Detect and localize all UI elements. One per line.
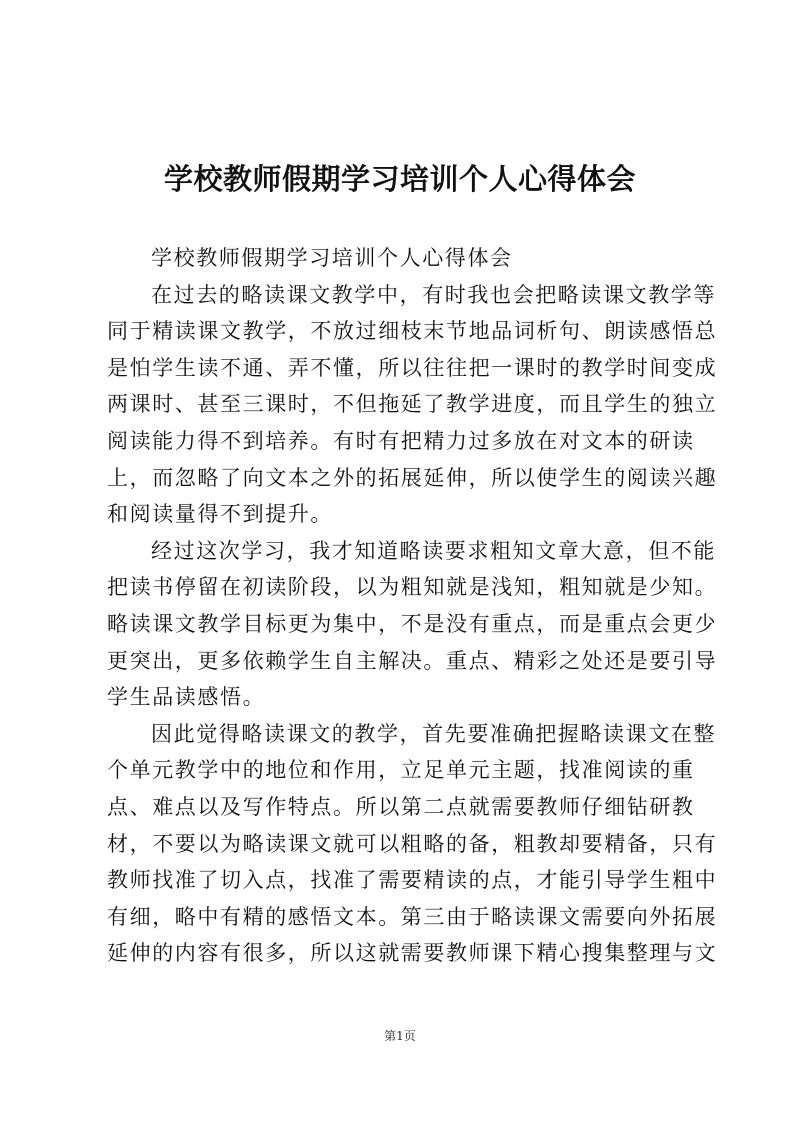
paragraph-line: 经过这次学习，我才知道略读要求粗知文章大意，但不能	[151, 538, 716, 563]
paragraph-line: 有细，略中有精的感悟文本。第三由于略读课文需要向外拓展	[107, 904, 718, 929]
paragraph-line: 点、难点以及写作特点。所以第二点就需要教师仔细钻研教	[107, 794, 695, 819]
paragraph-line: 个单元教学中的地位和作用，立足单元主题，找准阅读的重	[107, 758, 695, 783]
paragraph-line: 和阅读量得不到提升。	[107, 502, 333, 527]
document-title: 学校教师假期学习培训个人心得体会	[163, 162, 636, 196]
page-number: 第1页	[384, 1029, 416, 1043]
paragraph-line: 阅读能力得不到培养。有时有把精力过多放在对文本的研读	[107, 428, 695, 453]
paragraph-line: 把读书停留在初读阶段，以为粗知就是浅知，粗知就是少知。	[107, 575, 718, 600]
paragraph-line: 在过去的略读课文教学中，有时我也会把略读课文教学等	[151, 282, 716, 307]
paragraph-line: 是怕学生读不通、弄不懂，所以往往把一课时的教学时间变成	[107, 355, 718, 380]
paragraph-line: 学校教师假期学习培训个人心得体会	[151, 246, 513, 270]
paragraph-line: 略读课文教学目标更为集中，不是没有重点，而是重点会更少	[107, 611, 718, 636]
paragraph-line: 材，不要以为略读课文就可以粗略的备，粗教却要精备，只有	[107, 831, 718, 856]
paragraph-line: 上，而忽略了向文本之外的拓展延伸，所以使学生的阅读兴趣	[107, 465, 718, 490]
paragraph-line: 延伸的内容有很多，所以这就需要教师课下精心搜集整理与文	[107, 941, 718, 966]
paragraph-line: 因此觉得略读课文的教学，首先要准确把握略读课文在整	[151, 721, 716, 746]
paragraph-line: 教师找准了切入点，找准了需要精读的点，才能引导学生粗中	[107, 868, 718, 893]
paragraph-line: 学生品读感悟。	[107, 685, 266, 710]
paragraph-line: 两课时、甚至三课时，不但拖延了教学进度，而且学生的独立	[107, 392, 718, 417]
paragraph-line: 更突出，更多依赖学生自主解决。重点、精彩之处还是要引导	[107, 648, 718, 673]
document-body	[107, 240, 718, 972]
paragraph-line: 同于精读课文教学，不放过细枝末节地品词析句、朗读感悟总	[107, 319, 718, 344]
